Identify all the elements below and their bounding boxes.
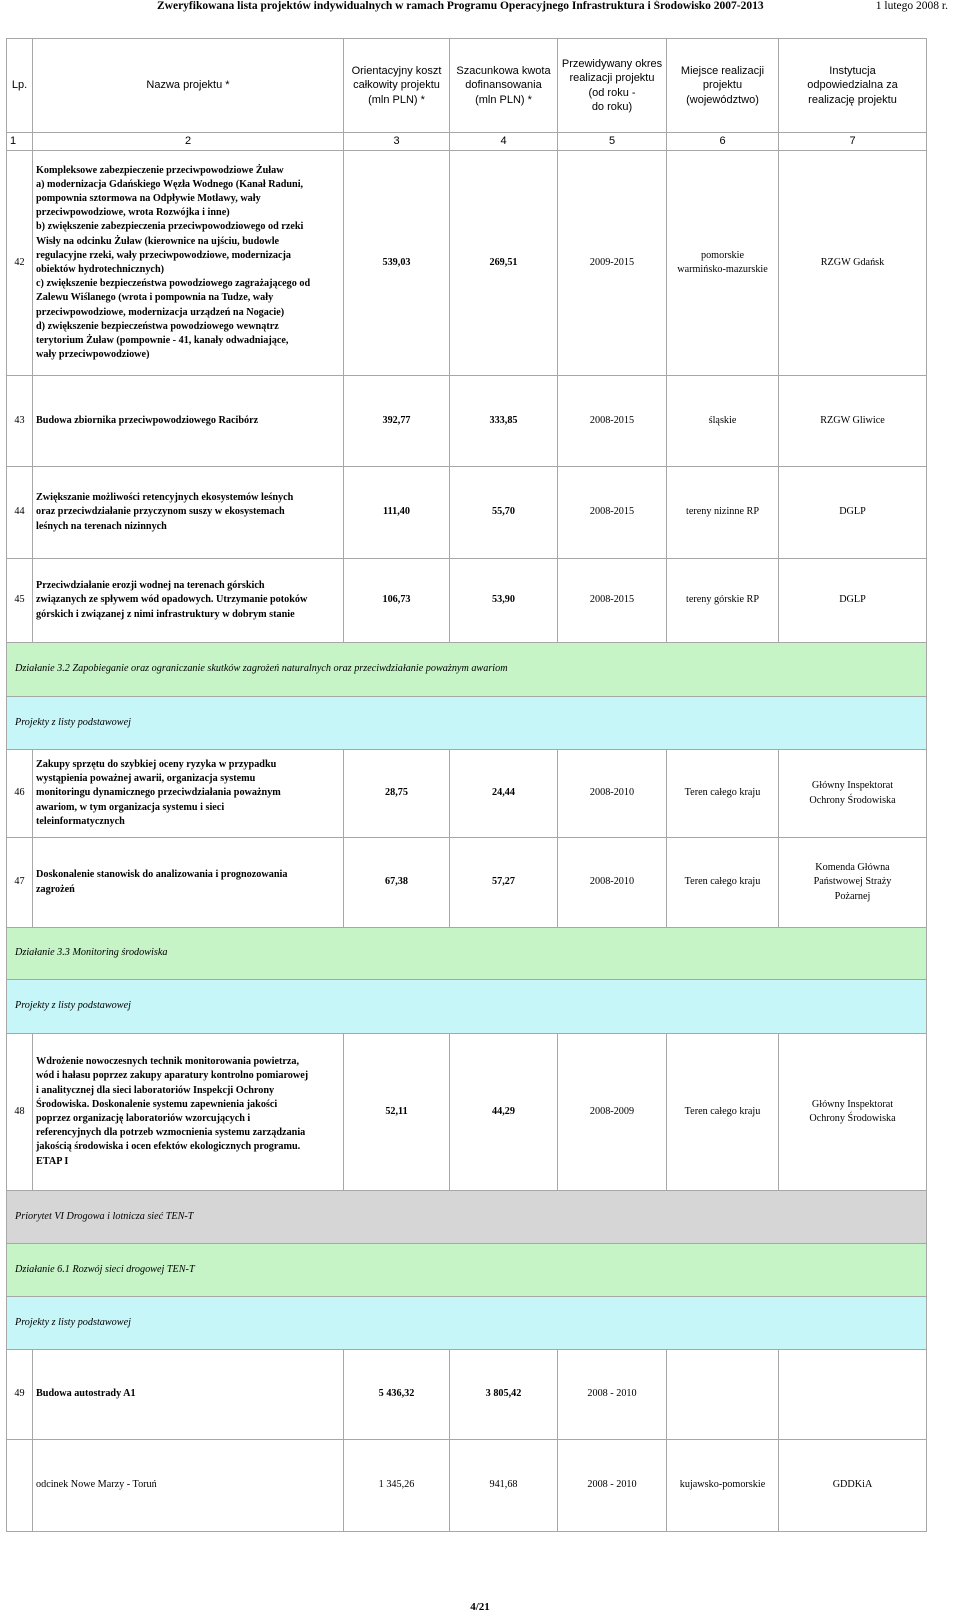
row-cost: 67,38 [344,838,450,928]
col-number: 4 [450,133,558,151]
row-period: 2008 - 2010 [558,1350,667,1440]
section-title: Działanie 3.2 Zapobieganie oraz ograniczanie skutków zagrożeń naturalnych oraz przeciwdziałanie poważnym awariom [7,643,927,697]
row-lp: 47 [7,838,33,928]
row-funding: 57,27 [450,838,558,928]
page-number: 4/21 [470,1601,490,1613]
row-period: 2008 - 2010 [558,1440,667,1532]
row-cost: 106,73 [344,559,450,643]
row-institution: RZGW Gdańsk [779,151,927,376]
row-name: odcinek Nowe Marzy - Toruń [33,1440,344,1532]
section-row-dzialanie [7,1244,927,1297]
table-row [7,376,927,467]
table-row [7,151,927,376]
table-header-row [7,39,927,133]
projects-table [6,38,927,1532]
row-place: śląskie [667,376,779,467]
row-period: 2008-2010 [558,838,667,928]
row-name: Budowa zbiornika przeciwpowodziowego Racibórz [33,376,344,467]
table-row [7,559,927,643]
row-lp [7,1440,33,1532]
row-lp: 43 [7,376,33,467]
row-lp: 42 [7,151,33,376]
row-institution: GDDKiA [779,1440,927,1532]
row-funding: 24,44 [450,750,558,838]
document-title: Zweryfikowana lista projektów indywidualnych w ramach Programu Operacyjnego Infrastruktura i Środowisko 2007-2013 [157,0,764,12]
row-funding: 3 805,42 [450,1350,558,1440]
row-funding: 44,29 [450,1034,558,1191]
section-row-dzialanie [7,928,927,980]
row-institution [779,1350,927,1440]
row-period: 2008-2015 [558,467,667,559]
row-cost: 392,77 [344,376,450,467]
col-header-funding: Szacunkowa kwota dofinansowania (mln PLN) * [450,39,558,133]
col-number: 1 [7,133,33,151]
row-cost: 111,40 [344,467,450,559]
row-place: Teren całego kraju [667,838,779,928]
col-header-name: Nazwa projektu * [33,39,344,133]
col-header-period: Przewidywany okres realizacji projektu (od roku - do roku) [558,39,667,133]
row-institution: Główny Inspektorat Ochrony Środowiska [779,750,927,838]
row-place: Teren całego kraju [667,1034,779,1191]
row-name: Zakupy sprzętu do szybkiej oceny ryzyka w przypadku wystąpienia poważnej awarii, organizacja systemu monitoringu dynamicznego przeciwdziałania poważnym awariom, w tym organizacja systemu i sieci teleinformatycznych [33,750,344,838]
row-period: 2008-2015 [558,376,667,467]
row-cost: 28,75 [344,750,450,838]
section-row-priorytet [7,1191,927,1244]
row-funding: 333,85 [450,376,558,467]
table-row [7,1440,927,1532]
section-title: Priorytet VI Drogowa i lotnicza sieć TEN-T [7,1191,927,1244]
section-row-lista [7,697,927,750]
table-row [7,1034,927,1191]
document-date: 1 lutego 2008 r. [875,0,948,12]
col-header-place: Miejsce realizacji projektu (województwo) [667,39,779,133]
col-number: 2 [33,133,344,151]
row-cost: 5 436,32 [344,1350,450,1440]
row-institution: Komenda Główna Państwowej Straży Pożarnej [779,838,927,928]
row-period: 2008-2015 [558,559,667,643]
row-place: pomorskie warmińsko-mazurskie [667,151,779,376]
col-number: 5 [558,133,667,151]
row-name: Przeciwdziałanie erozji wodnej na terenach górskich związanych ze spływem wód opadowych. Utrzymanie potoków górskich i związanej z nimi infrastruktury w dobrym stanie [33,559,344,643]
row-period: 2009-2015 [558,151,667,376]
section-title: Działanie 3.3 Monitoring środowiska [7,928,927,980]
table-row [7,750,927,838]
row-cost: 52,11 [344,1034,450,1191]
row-name: Wdrożenie nowoczesnych technik monitorowania powietrza, wód i hałasu poprzez zakupy aparatury kontrolno pomiarowej i analitycznej dla sieci laboratoriów Inspekcji Ochrony Środowiska. Doskonalenie systemu zapewnienia jakości poprzez organizację laboratoriów wzorcujących i referencyjnych dla potrzeb wzmocnienia systemu zarządzania jakością środowiska i ocen efektów ekologicznych programu. ETAP I [33,1034,344,1191]
row-place: tereny nizinne RP [667,467,779,559]
row-lp: 46 [7,750,33,838]
row-institution: DGLP [779,467,927,559]
row-period: 2008-2009 [558,1034,667,1191]
section-row-lista [7,980,927,1034]
row-funding: 55,70 [450,467,558,559]
row-name: Kompleksowe zabezpieczenie przeciwpowodziowe Żuław a) modernizacja Gdańskiego Węzła Wodnego (Kanał Raduni, pompownia sztormowa na Odpływie Motławy, wały przeciwpowodziowe, wrota Rozwójka i inne) b) zwiększenie zabezpieczenia przeciwpowodziowego od rzeki Wisły na odcinku Żuław (kierownice na ujściu, budowle regulacyjne rzeki, wały przeciwpowodziowe, modernizacja obiektów hydrotechnicznych) c) zwiększenie bezpieczeństwa powodziowego zagrażającego od Zalewu Wiślanego (wrota i pompownia na Tudze, wały przeciwpowodziowe, modernizacja urządzeń na Nogacie) d) zwiększenie bezpieczeństwa powodziowego wewnątrz terytorium Żuław (pompownie - 41, kanały odwadniające, wały przeciwpowodziowe) [33,151,344,376]
section-title: Działanie 6.1 Rozwój sieci drogowej TEN-T [7,1244,927,1297]
row-place: tereny górskie RP [667,559,779,643]
column-number-row [7,133,927,151]
row-funding: 269,51 [450,151,558,376]
col-header-lp: Lp. [7,39,33,133]
row-place: kujawsko-pomorskie [667,1440,779,1532]
page-header [0,0,960,16]
col-number: 6 [667,133,779,151]
col-header-cost: Orientacyjny koszt całkowity projektu (mln PLN) * [344,39,450,133]
row-name: Zwiększanie możliwości retencyjnych ekosystemów leśnych oraz przeciwdziałanie przyczynom suszy w ekosystemach leśnych na terenach nizinnych [33,467,344,559]
table-row [7,1350,927,1440]
row-place: Teren całego kraju [667,750,779,838]
row-cost: 1 345,26 [344,1440,450,1532]
row-period: 2008-2010 [558,750,667,838]
row-institution: RZGW Gliwice [779,376,927,467]
table-row [7,838,927,928]
section-row-dzialanie [7,643,927,697]
col-number: 7 [779,133,927,151]
row-institution: DGLP [779,559,927,643]
row-institution: Główny Inspektorat Ochrony Środowiska [779,1034,927,1191]
row-lp: 45 [7,559,33,643]
row-cost: 539,03 [344,151,450,376]
section-title: Projekty z listy podstawowej [7,697,927,750]
row-lp: 49 [7,1350,33,1440]
row-funding: 53,90 [450,559,558,643]
table-row [7,467,927,559]
row-funding: 941,68 [450,1440,558,1532]
row-name: Budowa autostrady A1 [33,1350,344,1440]
section-row-lista [7,1297,927,1350]
section-title: Projekty z listy podstawowej [7,980,927,1034]
row-lp: 48 [7,1034,33,1191]
col-number: 3 [344,133,450,151]
section-title: Projekty z listy podstawowej [7,1297,927,1350]
row-lp: 44 [7,467,33,559]
row-name: Doskonalenie stanowisk do analizowania i prognozowania zagrożeń [33,838,344,928]
col-header-institution: Instytucja odpowiedzialna za realizację projektu [779,39,927,133]
row-place [667,1350,779,1440]
